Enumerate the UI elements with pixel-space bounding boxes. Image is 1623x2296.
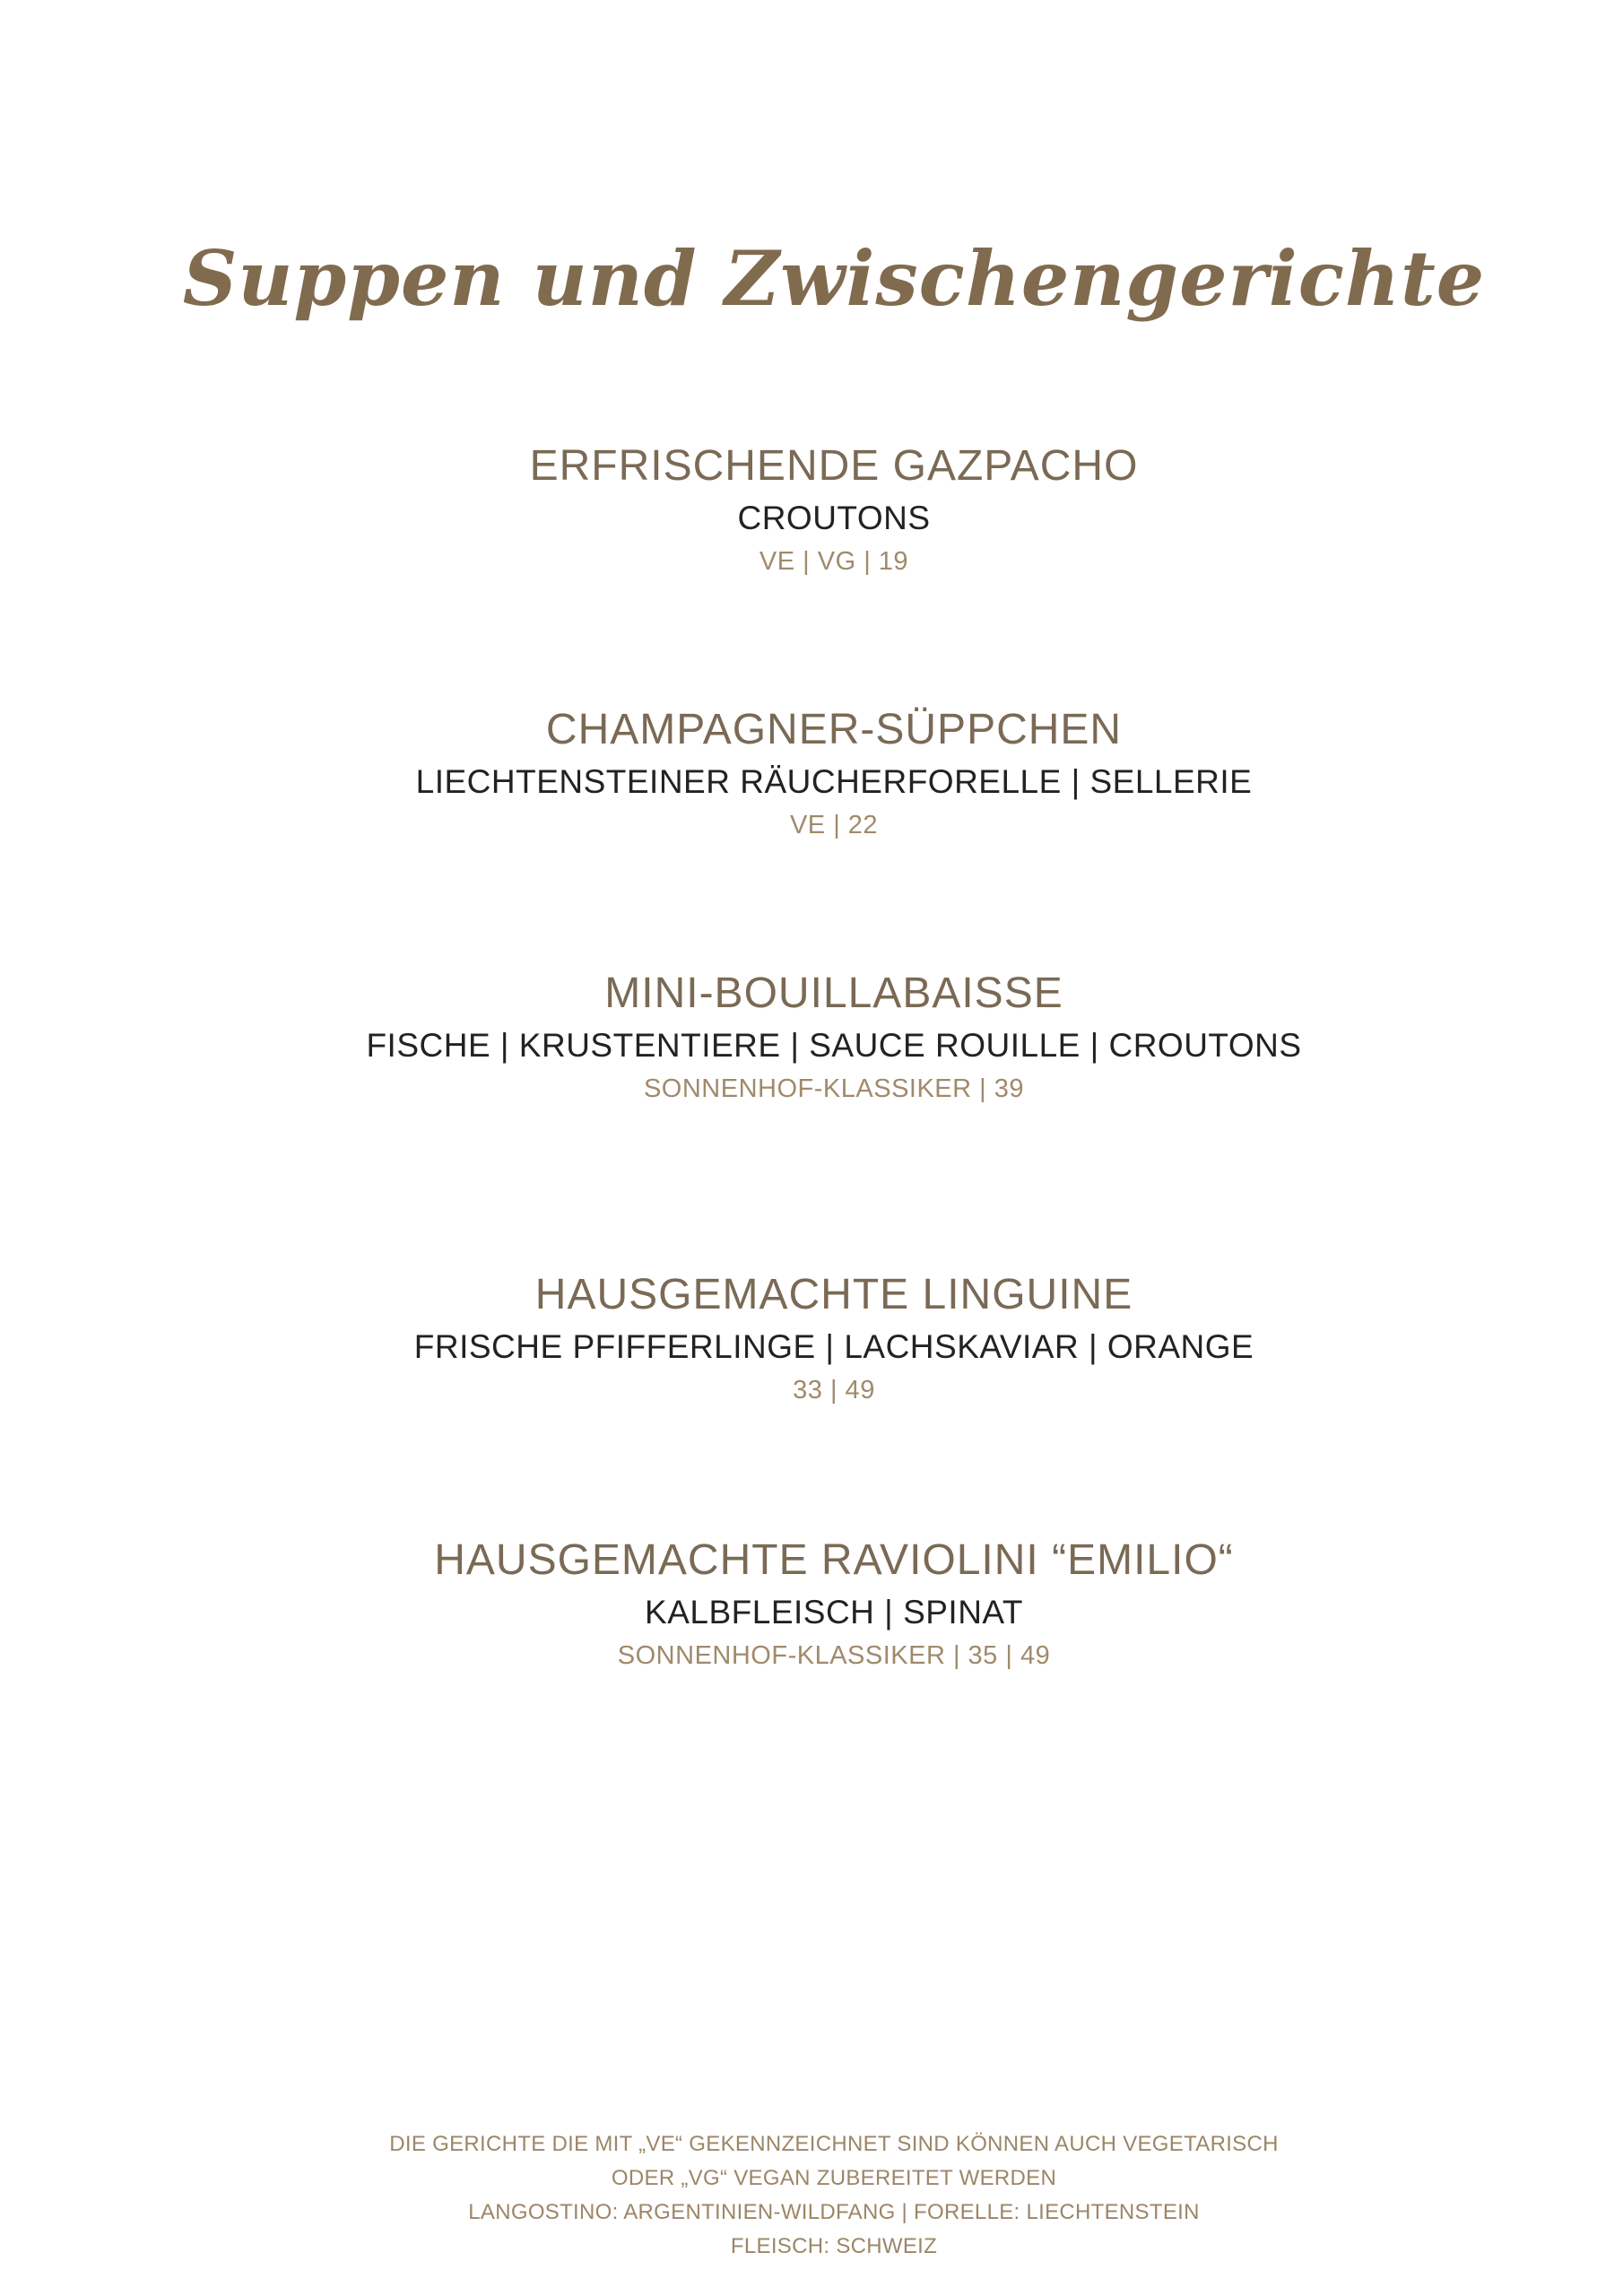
footer-line: FLEISCH: SCHWEIZ: [730, 2234, 938, 2258]
item-name: ERFRISCHENDE GAZPACHO: [529, 442, 1139, 490]
footer-notes: [0, 2127, 1623, 2264]
item-description: FRISCHE PFIFFERLINGE | LACHSKAVIAR | ORANGE: [413, 1328, 1254, 1365]
item-description: KALBFLEISCH | SPINAT: [645, 1594, 1023, 1631]
item-meta: SONNENHOF-KLASSIKER | 35 | 49: [617, 1641, 1051, 1670]
item-description: LIECHTENSTEINER RÄUCHERFORELLE | SELLERIE: [415, 763, 1253, 800]
item-meta: 33 | 49: [793, 1376, 875, 1405]
menu-item-champagner-sueppchen: [0, 703, 1623, 843]
item-meta: VE | VG | 19: [759, 547, 909, 576]
menu-item-gazpacho: [0, 439, 1623, 579]
item-meta: VE | 22: [789, 811, 879, 839]
item-description: FISCHE | KRUSTENTIERE | SAUCE ROUILLE | CROUTONS: [366, 1027, 1302, 1064]
menu-item-linguine: [0, 1268, 1623, 1408]
menu-item-raviolini: [0, 1534, 1623, 1674]
footer-line: DIE GERICHTE DIE MIT „VE“ GEKENNZEICHNET SIND KÖNNEN AUCH VEGETARISCH: [389, 2132, 1279, 2156]
menu-item-mini-bouillabaisse: [0, 967, 1623, 1107]
item-name: CHAMPAGNER-SÜPPCHEN: [545, 706, 1123, 753]
footer-line: LANGOSTINO: ARGENTINIEN-WILDFANG | FORELLE: LIECHTENSTEIN: [468, 2200, 1200, 2224]
item-name: MINI-BOUILLABAISSE: [604, 970, 1063, 1017]
item-meta: SONNENHOF-KLASSIKER | 39: [643, 1074, 1025, 1103]
page-title: Suppen und Zwischengerichte: [182, 234, 1486, 324]
item-name: HAUSGEMACHTE RAVIOLINI “EMILIO“: [434, 1536, 1234, 1584]
item-description: CROUTONS: [737, 500, 931, 536]
item-name: HAUSGEMACHTE LINGUINE: [534, 1271, 1133, 1318]
footer-line: ODER „VG“ VEGAN ZUBEREITET WERDEN: [611, 2166, 1057, 2190]
